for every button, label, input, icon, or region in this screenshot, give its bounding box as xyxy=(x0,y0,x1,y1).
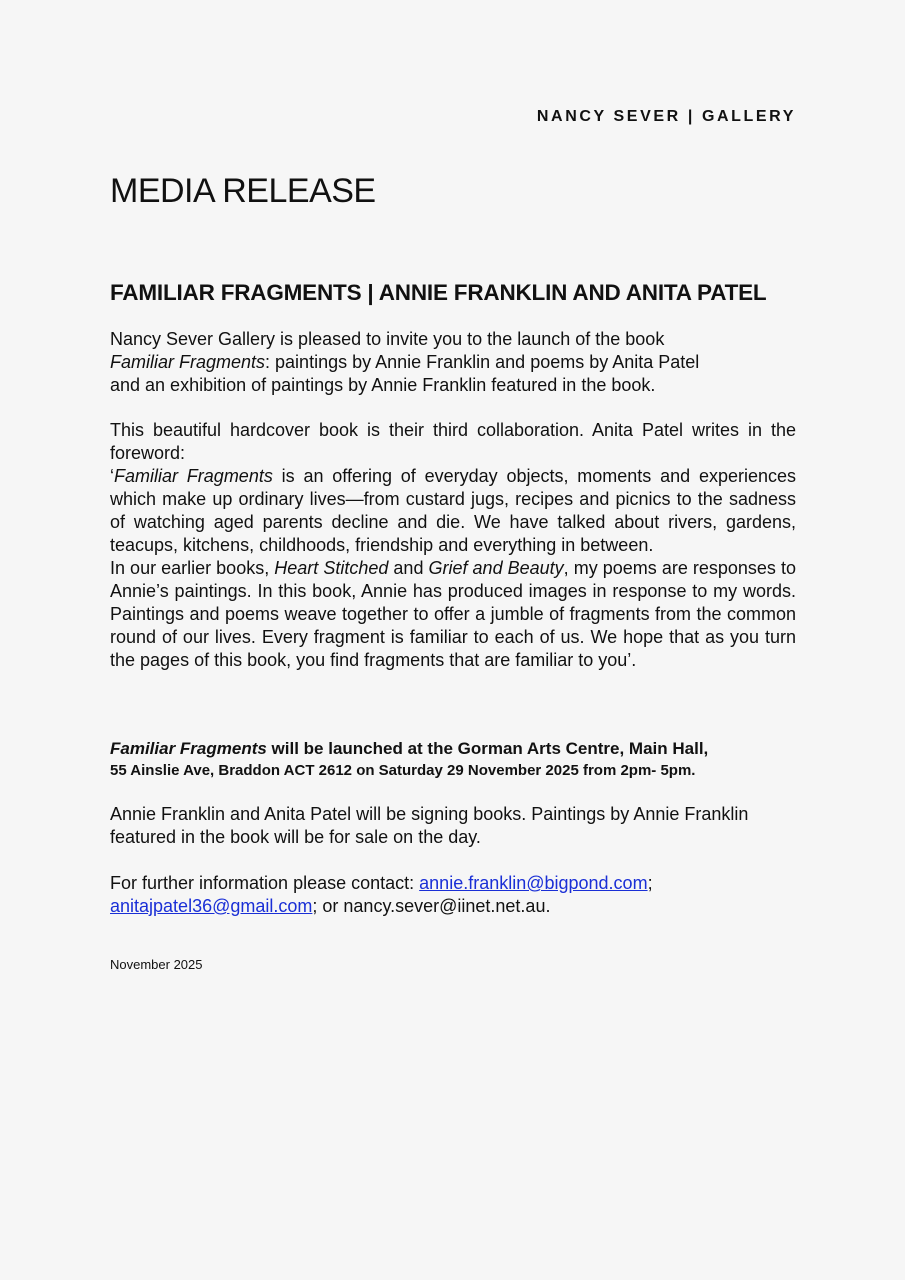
book-heart-stitched: Heart Stitched xyxy=(274,558,389,578)
gallery-letterhead: NANCY SEVER | GALLERY xyxy=(536,108,796,125)
quote-book-title: Familiar Fragments xyxy=(114,466,273,486)
intro-line-1: Nancy Sever Gallery is pleased to invite you to the launch of the book xyxy=(110,329,665,349)
contact-separator-2: ; or xyxy=(312,896,344,916)
email-nancy: nancy.sever@iinet.net.au xyxy=(343,896,546,916)
contact-end: . xyxy=(545,896,551,916)
foreword-paragraph xyxy=(110,419,796,672)
foreword-quote-part-2 xyxy=(110,557,796,672)
launch-book-title: Familiar Fragments xyxy=(110,739,267,758)
foreword-lead: This beautiful hardcover book is their third collaboration. Anita Patel writes in the foreword: xyxy=(110,420,796,463)
quote-text-2a: In our earlier books, xyxy=(110,558,275,578)
email-link-annie[interactable]: annie.franklin@bigpond.com xyxy=(419,873,648,893)
media-release-page xyxy=(110,0,796,1280)
quote-open-mark: ‘ xyxy=(110,466,114,486)
foreword-quote-part-1 xyxy=(110,465,796,557)
quote-text-2b: and xyxy=(388,558,429,578)
intro-line-2: : paintings by Annie Franklin and poems by Anita Patel xyxy=(265,352,700,372)
quote-text-2c: , my poems are responses to Annie’s paintings. In this book, Annie has produced images in response to my words. Paintings and poems weave together to offer a jumble of fragments from the common round of our lives. Every fragment is familiar to each of us. We hope that as you turn the pages of this book, you find fragments that are familiar to you’. xyxy=(110,558,796,670)
email-link-anita[interactable]: anitajpatel36@gmail.com xyxy=(110,896,313,916)
book-grief-and-beauty: Grief and Beauty xyxy=(428,558,564,578)
intro-line-3: and an exhibition of paintings by Annie Franklin featured in the book. xyxy=(110,375,656,395)
release-date: November 2025 xyxy=(110,957,203,972)
contact-separator-1: ; xyxy=(647,873,653,893)
contact-paragraph xyxy=(110,872,796,918)
intro-book-title: Familiar Fragments xyxy=(110,352,266,372)
intro-paragraph xyxy=(110,328,796,397)
release-headline: FAMILIAR FRAGMENTS | ANNIE FRANKLIN AND ANITA PATEL xyxy=(110,280,767,305)
signing-paragraph: Annie Franklin and Anita Patel will be signing books. Paintings by Annie Franklin featured in the book will be for sale on the day. xyxy=(110,804,749,847)
contact-lead: For further information please contact: xyxy=(110,873,420,893)
document-type-title: MEDIA RELEASE xyxy=(110,172,376,210)
launch-line-1-rest: will be launched at the Gorman Arts Centre, Main Hall, xyxy=(266,739,709,758)
quote-text-1: is an offering of everyday objects, moments and experiences which make up ordinary lives—from custard jugs, recipes and picnics to the sadness of watching aged parents decline and die. We have talked about rivers, gardens, teacups, kitchens, childhoods, friendship and everything in between. xyxy=(110,466,797,555)
launch-line-1 xyxy=(110,738,800,760)
launch-line-2: 55 Ainslie Ave, Braddon ACT 2612 on Saturday 29 November 2025 from 2pm- 5pm. xyxy=(110,762,696,779)
launch-details xyxy=(110,738,800,782)
